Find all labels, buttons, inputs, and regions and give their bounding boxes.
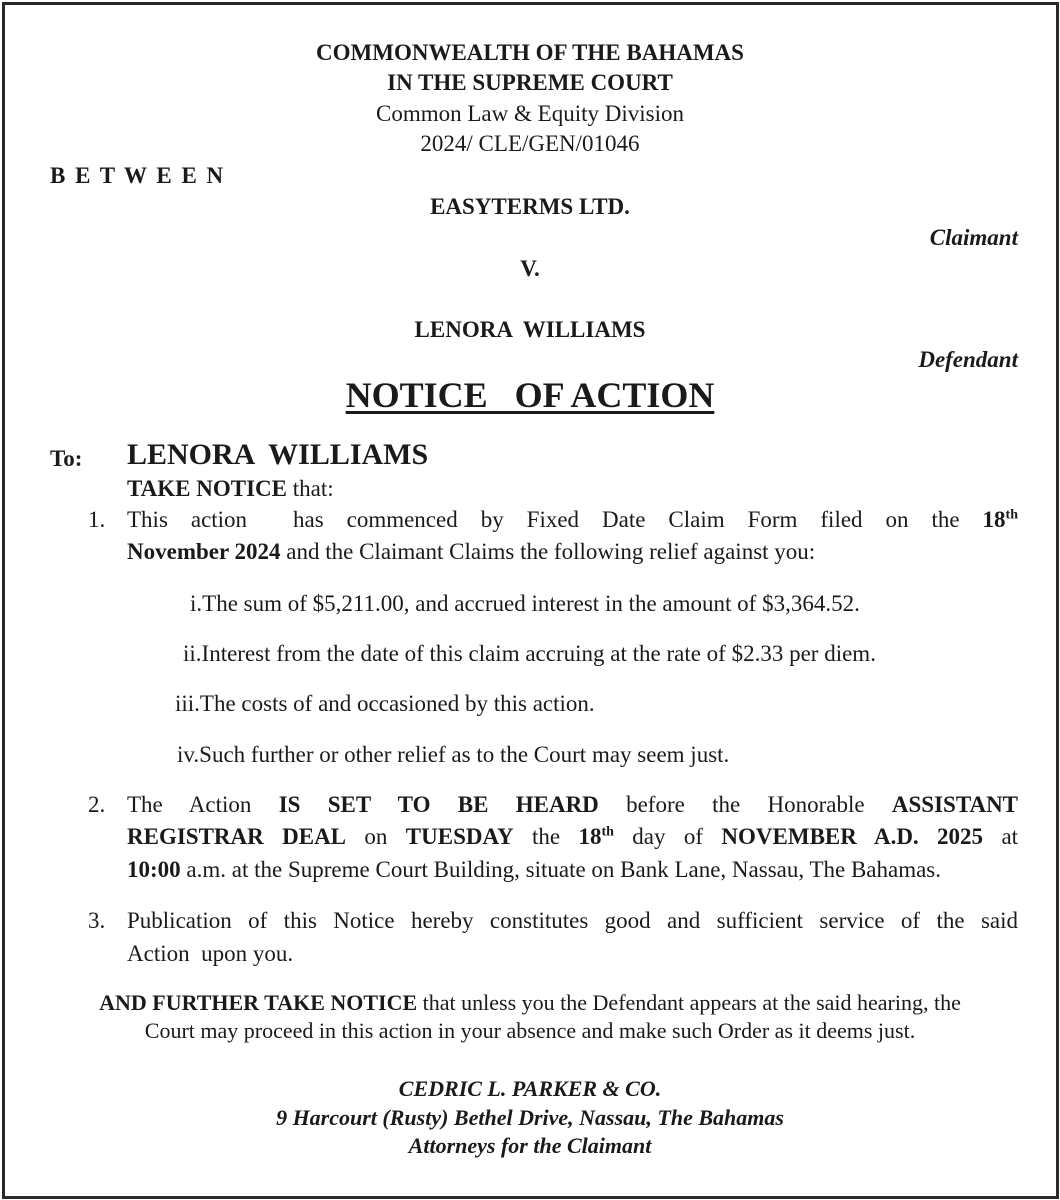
item-2-line-3 bbox=[127, 857, 941, 883]
header-division: Common Law & Equity Division bbox=[376, 101, 684, 126]
item-2-assistant: ASSISTANT bbox=[891, 792, 1019, 817]
item-1-day bbox=[983, 507, 1018, 532]
item-2-day-of: day of bbox=[632, 824, 704, 849]
item-2-line-1 bbox=[127, 792, 1018, 818]
claimant-role: Claimant bbox=[929, 225, 1018, 250]
notice-title-text: NOTICE OF ACTION bbox=[345, 375, 715, 415]
item-1-text-b: and the Claimant Claims the following relief against you: bbox=[286, 539, 816, 564]
header-commonwealth: COMMONWEALTH OF THE BAHAMAS bbox=[316, 40, 744, 65]
item-1-day-number: 18 bbox=[982, 507, 1006, 532]
item-2-set-heard: IS SET TO BE HEARD bbox=[278, 792, 599, 817]
item-2-number: 2. bbox=[88, 792, 106, 817]
item-2-day bbox=[578, 824, 613, 849]
item-1-text-a: This action has commenced by Fixed Date Claim Form filed on the bbox=[127, 507, 960, 532]
defendant-role: Defendant bbox=[918, 347, 1018, 372]
item-2-the: the bbox=[531, 824, 561, 849]
item-2-weekday: TUESDAY bbox=[405, 824, 514, 849]
further-notice-line-1 bbox=[0, 990, 1060, 1016]
header-court: IN THE SUPREME COURT bbox=[387, 70, 673, 95]
item-2-at: at bbox=[1001, 824, 1019, 849]
firm-address: 9 Harcourt (Rusty) Bethel Drive, Nassau, The Bahamas bbox=[276, 1105, 784, 1130]
item-2-registrar: REGISTRAR DEAL bbox=[127, 824, 347, 849]
item-3-line-2: Action upon you. bbox=[127, 941, 294, 966]
item-2-day-number: 18 bbox=[578, 824, 602, 849]
relief-item-3: iii.The costs of and occasioned by this action. bbox=[175, 691, 595, 716]
item-2-location: a.m. at the Supreme Court Building, situate on Bank Lane, Nassau, The Bahamas. bbox=[186, 857, 942, 882]
item-3-number: 3. bbox=[88, 908, 106, 933]
item-2-before: before the Honorable bbox=[626, 792, 865, 817]
item-1-date-rest: November 2024 bbox=[127, 539, 281, 564]
item-1-line-1 bbox=[127, 507, 1018, 533]
relief-item-1: i.The sum of $5,211.00, and accrued interest in the amount of $3,364.52. bbox=[190, 591, 860, 616]
defendant-name: LENORA WILLIAMS bbox=[414, 317, 646, 342]
item-1-number: 1. bbox=[88, 507, 106, 532]
firm-name: CEDRIC L. PARKER & CO. bbox=[398, 1076, 662, 1101]
item-2-month-year: NOVEMBER A.D. 2025 bbox=[721, 824, 984, 849]
firm-role: Attorneys for the Claimant bbox=[408, 1133, 652, 1158]
recipient-name: LENORA WILLIAMS bbox=[127, 438, 429, 471]
versus-label: V. bbox=[520, 256, 540, 281]
notice-title bbox=[0, 374, 1060, 416]
claimant-name: EASYTERMS LTD. bbox=[430, 194, 630, 219]
further-notice-bold: AND FURTHER TAKE NOTICE bbox=[99, 990, 418, 1015]
item-2-line-2 bbox=[127, 824, 1018, 850]
take-notice-bold: TAKE NOTICE bbox=[127, 476, 287, 501]
to-label: To: bbox=[50, 446, 83, 471]
item-2-day-suffix: th bbox=[601, 824, 614, 840]
case-number: 2024/ CLE/GEN/01046 bbox=[420, 131, 640, 156]
item-2-time: 10:00 bbox=[127, 857, 181, 882]
take-notice-tail: that: bbox=[292, 476, 334, 501]
further-notice-rest: that unless you the Defendant appears at the said hearing, the bbox=[422, 990, 961, 1015]
relief-item-2: ii.Interest from the date of this claim accruing at the rate of $2.33 per diem. bbox=[183, 641, 876, 666]
item-2-on: on bbox=[364, 824, 388, 849]
item-2-the-action: The Action bbox=[127, 792, 252, 817]
further-notice-line-2: Court may proceed in this action in your absence and make such Order as it deems just. bbox=[144, 1018, 916, 1043]
item-3-line-1: Publication of this Notice hereby constitutes good and sufficient service of the said bbox=[127, 908, 1018, 933]
relief-item-4: iv.Such further or other relief as to the Court may seem just. bbox=[177, 742, 730, 767]
item-1-day-suffix: th bbox=[1005, 507, 1018, 523]
item-1-line-2 bbox=[127, 539, 815, 565]
take-notice-line bbox=[127, 476, 334, 502]
between-label: B E T W E E N bbox=[50, 163, 226, 188]
